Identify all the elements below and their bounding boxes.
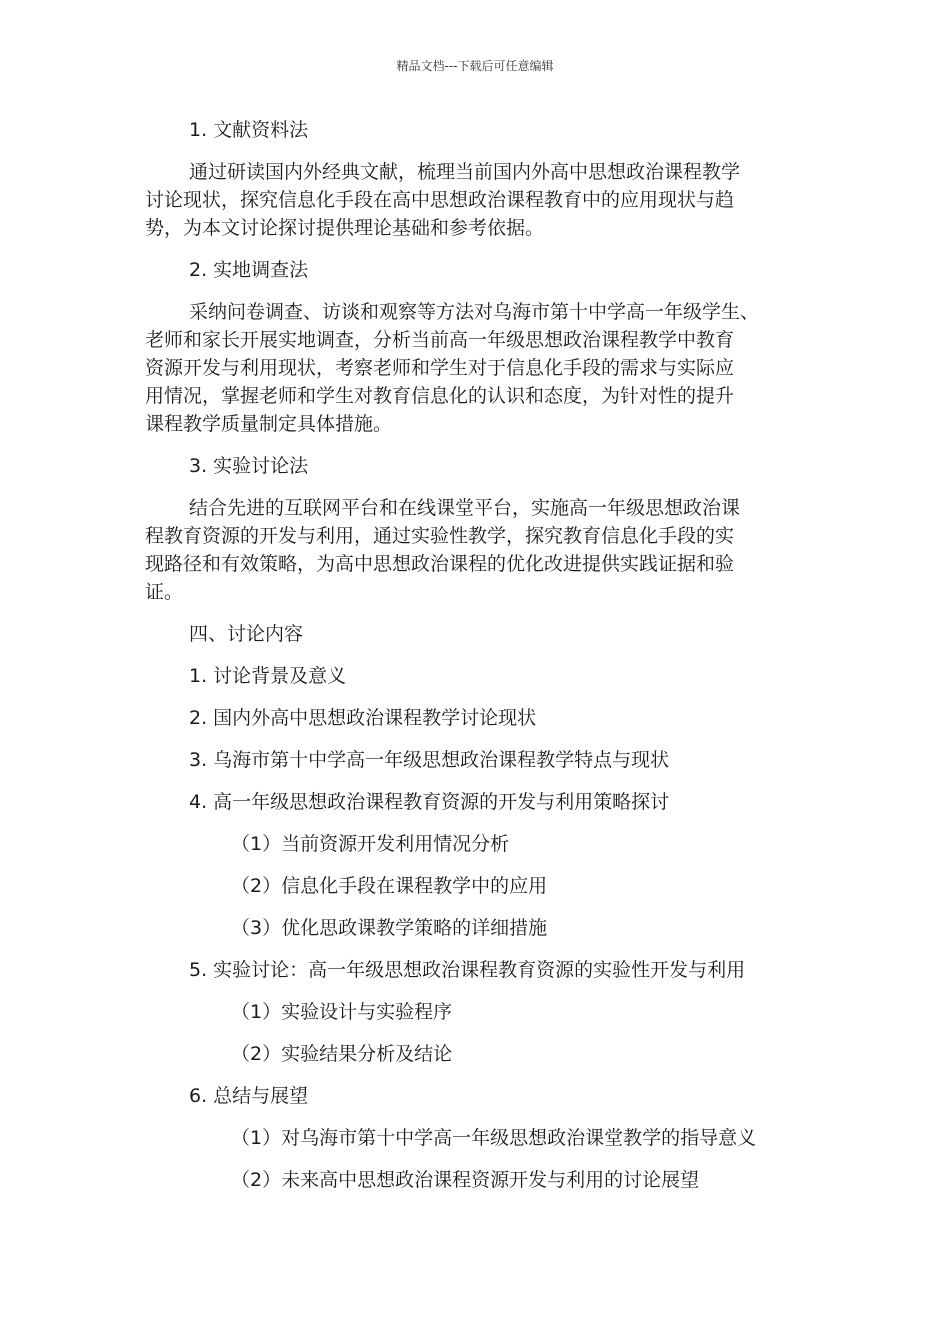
paragraph-line: 程教育资源的开发与利用，通过实验性教学，探究教育信息化手段的实 [145, 525, 735, 547]
section-heading-experiment: 3. 实验讨论法 [189, 455, 309, 477]
paragraph-field-survey [145, 298, 805, 438]
outline-subitem: （1）当前资源开发利用情况分析 [231, 833, 510, 855]
paragraph-experiment [145, 494, 805, 606]
outline-item: 2. 国内外高中思想政治课程教学讨论现状 [189, 707, 537, 729]
outline-item: 5. 实验讨论：高一年级思想政治课程教育资源的实验性开发与利用 [189, 959, 746, 981]
paragraph-literature [145, 158, 805, 242]
paragraph-line: 势，为本文讨论探讨提供理论基础和参考依据。 [145, 217, 545, 239]
paragraph-line: 资源开发与利用现状，考察老师和学生对于信息化手段的需求与实际应 [145, 357, 735, 379]
paragraph-line: 现路径和有效策略，为高中思想政治课程的优化改进提供实践证据和验 [145, 553, 735, 575]
outline-item: 6. 总结与展望 [189, 1085, 309, 1107]
outline-subitem: （2）信息化手段在课程教学中的应用 [231, 875, 548, 897]
paragraph-line: 通过研读国内外经典文献，梳理当前国内外高中思想政治课程教学 [189, 161, 741, 183]
page-header: 精品文档---下载后可任意编辑 [396, 59, 554, 73]
paragraph-line: 老师和家长开展实地调查，分析当前高一年级思想政治课程教学中教育 [145, 329, 735, 351]
outline-subitem: （1）对乌海市第十中学高一年级思想政治课堂教学的指导意义 [231, 1127, 757, 1149]
paragraph-line: 证。 [145, 581, 184, 603]
document-body [145, 116, 805, 1194]
paragraph-line: 结合先进的互联网平台和在线课堂平台，实施高一年级思想政治课 [189, 497, 741, 519]
paragraph-line: 课程教学质量制定具体措施。 [145, 413, 393, 435]
section-heading-literature: 1. 文献资料法 [189, 119, 309, 141]
paragraph-line: 用情况，掌握老师和学生对教育信息化的认识和态度，为针对性的提升 [145, 385, 735, 407]
outline-subitem: （3）优化思政课教学策略的详细措施 [231, 917, 548, 939]
outline-subitem: （1）实验设计与实验程序 [231, 1001, 453, 1023]
section-heading-field-survey: 2. 实地调查法 [189, 259, 309, 281]
outline-item: 3. 乌海市第十中学高一年级思想政治课程教学特点与现状 [189, 749, 670, 771]
outline-subitem: （2）实验结果分析及结论 [231, 1043, 453, 1065]
outline-heading: 四、讨论内容 [189, 623, 304, 645]
paragraph-line: 讨论现状，探究信息化手段在高中思想政治课程教育中的应用现状与趋 [145, 189, 735, 211]
outline-item: 1. 讨论背景及意义 [189, 665, 347, 687]
outline-item: 4. 高一年级思想政治课程教育资源的开发与利用策略探讨 [189, 791, 670, 813]
outline-subitem: （2）未来高中思想政治课程资源开发与利用的讨论展望 [231, 1169, 700, 1191]
paragraph-line: 采纳问卷调查、访谈和观察等方法对乌海市第十中学高一年级学生、 [189, 301, 760, 323]
